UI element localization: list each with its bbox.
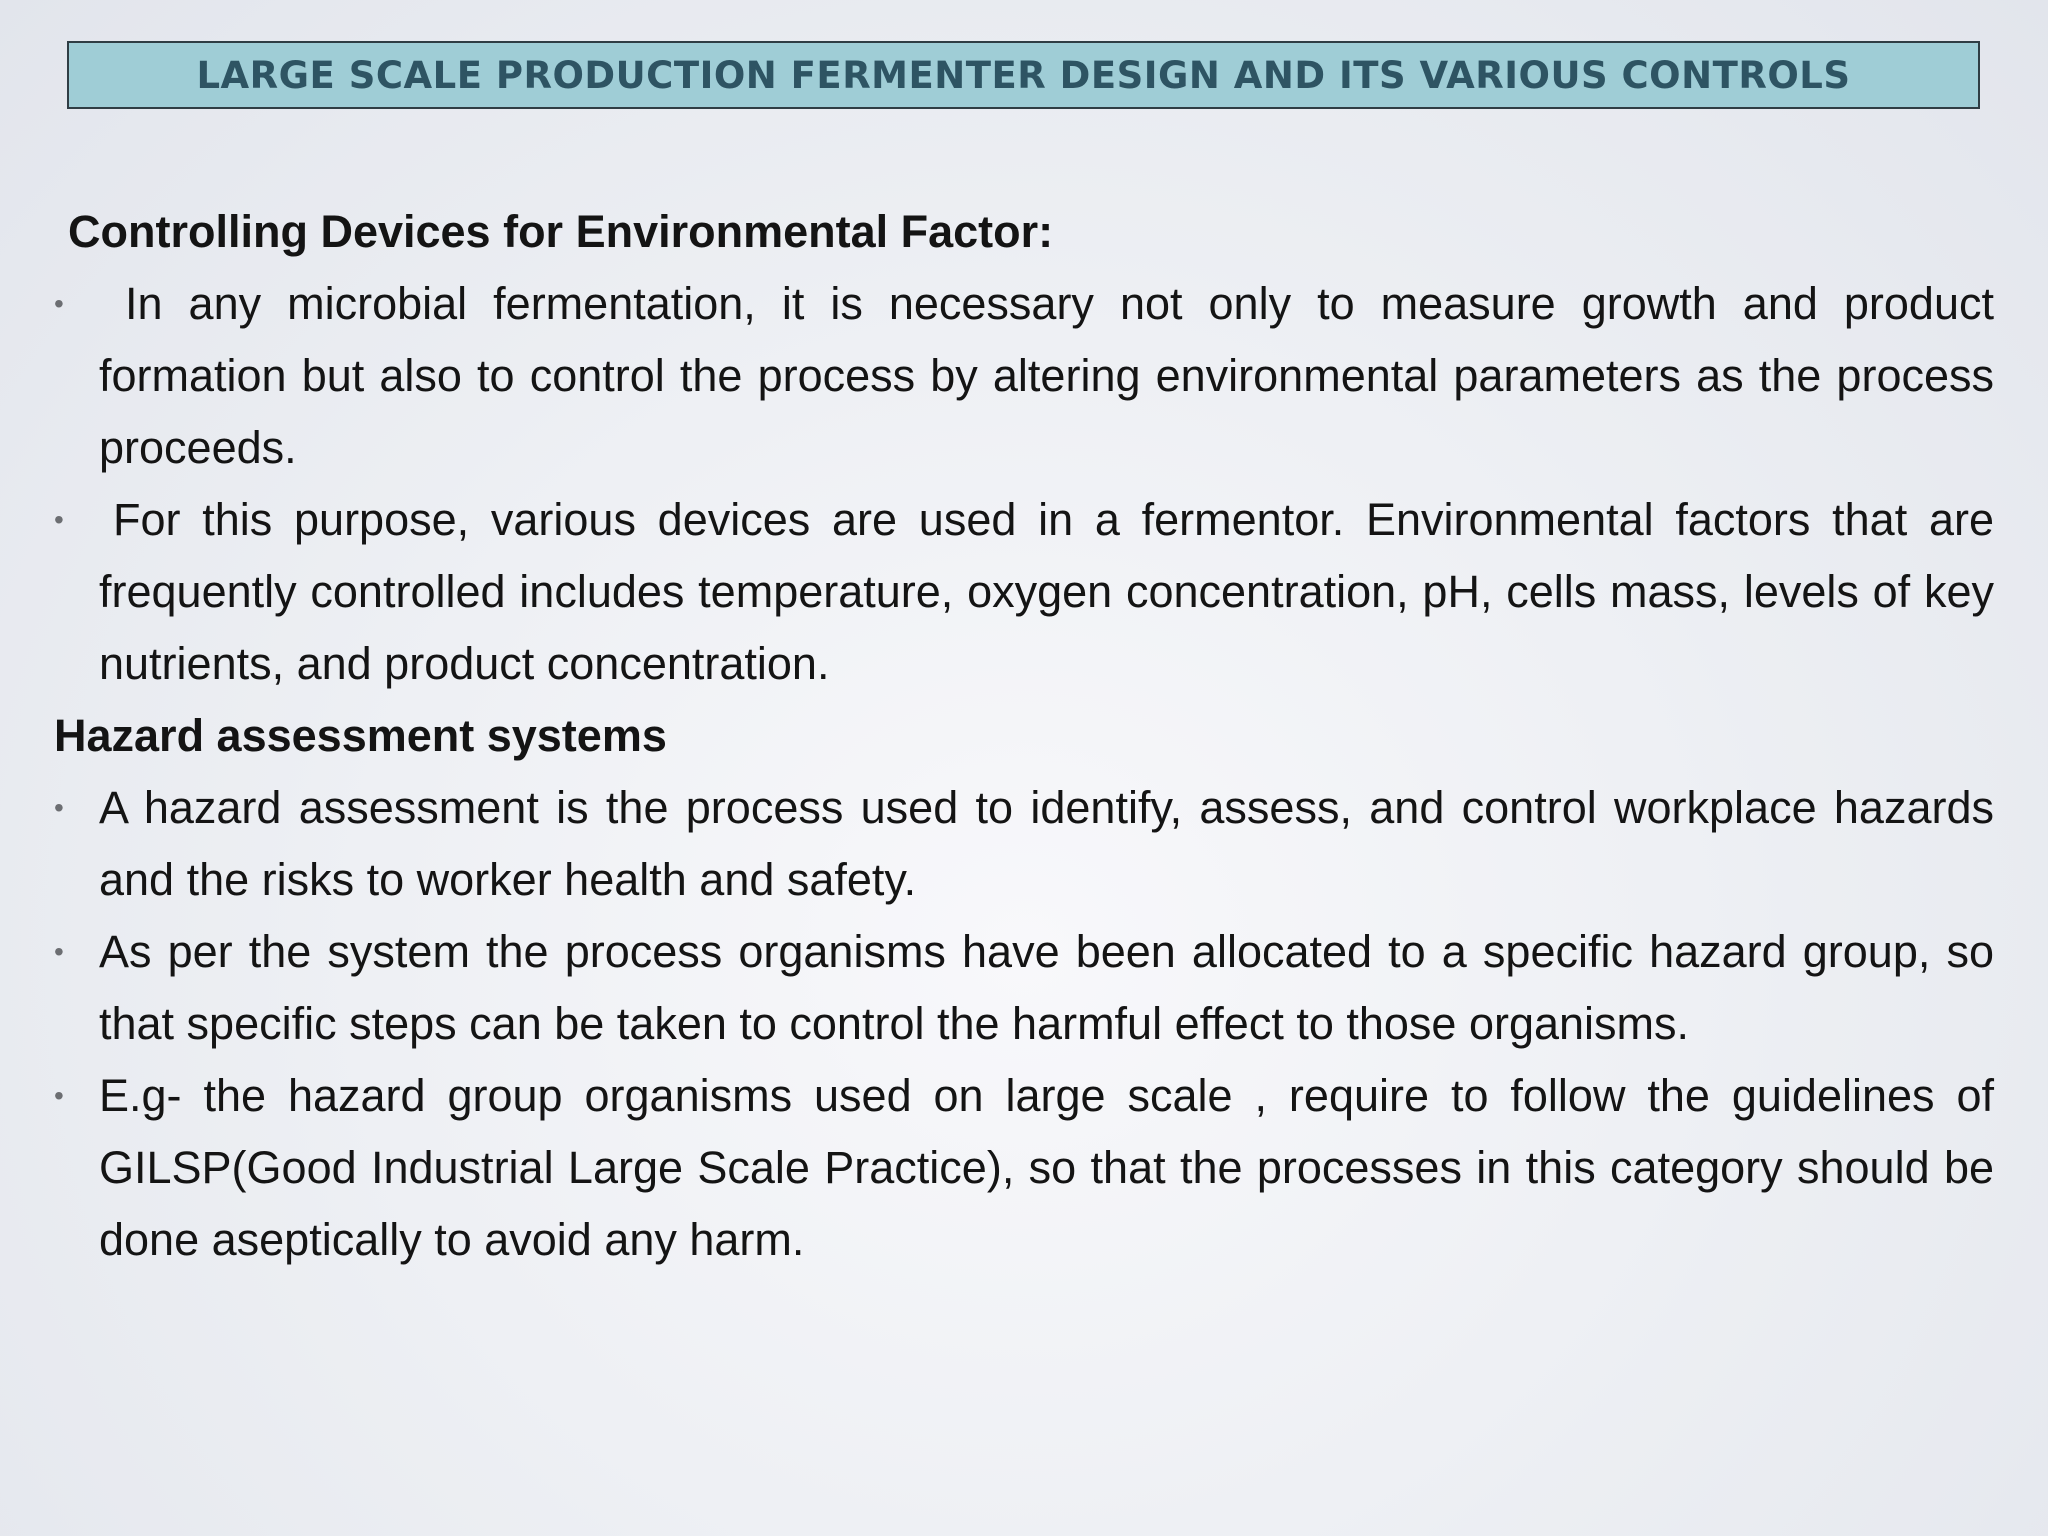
bullet-text: For this purpose, various devices are used in a fermentor. Environmental factors that are frequently controlled includes temperature, oxygen concentration, pH, cells mass, levels of key nutrients, and product concentration. (99, 494, 1994, 689)
bullet-text: A hazard assessment is the process used to identify, assess, and control workplace hazards and the risks to worker health and safety. (99, 782, 1994, 905)
bullet-item (54, 268, 1994, 484)
bullet-dot-icon: • (54, 288, 64, 319)
bullet-item (54, 1060, 1994, 1276)
bullet-dot-icon: • (54, 1080, 64, 1111)
bullet-text: As per the system the process organisms have been allocated to a specific hazard group, so that specific steps can be taken to control the harmful effect to those organisms. (99, 926, 1994, 1049)
bullet-text: E.g- the hazard group organisms used on large scale , require to follow the guidelines of GILSP(Good Industrial Large Scale Practice), so that the processes in this category should be done aseptically to avoid any harm. (99, 1070, 1994, 1265)
slide-title: LARGE SCALE PRODUCTION FERMENTER DESIGN AND ITS VARIOUS CONTROLS (196, 53, 1851, 97)
bullet-item (54, 916, 1994, 1060)
bullet-item (54, 484, 1994, 700)
bullet-item (54, 772, 1994, 916)
bullet-dot-icon: • (54, 792, 64, 823)
bullet-text: In any microbial fermentation, it is necessary not only to measure growth and product formation but also to control the process by altering environmental parameters as the process proceeds. (99, 278, 1994, 473)
slide-title-banner (67, 41, 1980, 109)
bullet-dot-icon: • (54, 936, 64, 967)
section-heading-controlling-devices: Controlling Devices for Environmental Factor: (68, 206, 1054, 257)
section-heading-hazard-assessment: Hazard assessment systems (54, 710, 667, 761)
slide-content (54, 196, 1994, 1276)
bullet-dot-icon: • (54, 504, 64, 535)
